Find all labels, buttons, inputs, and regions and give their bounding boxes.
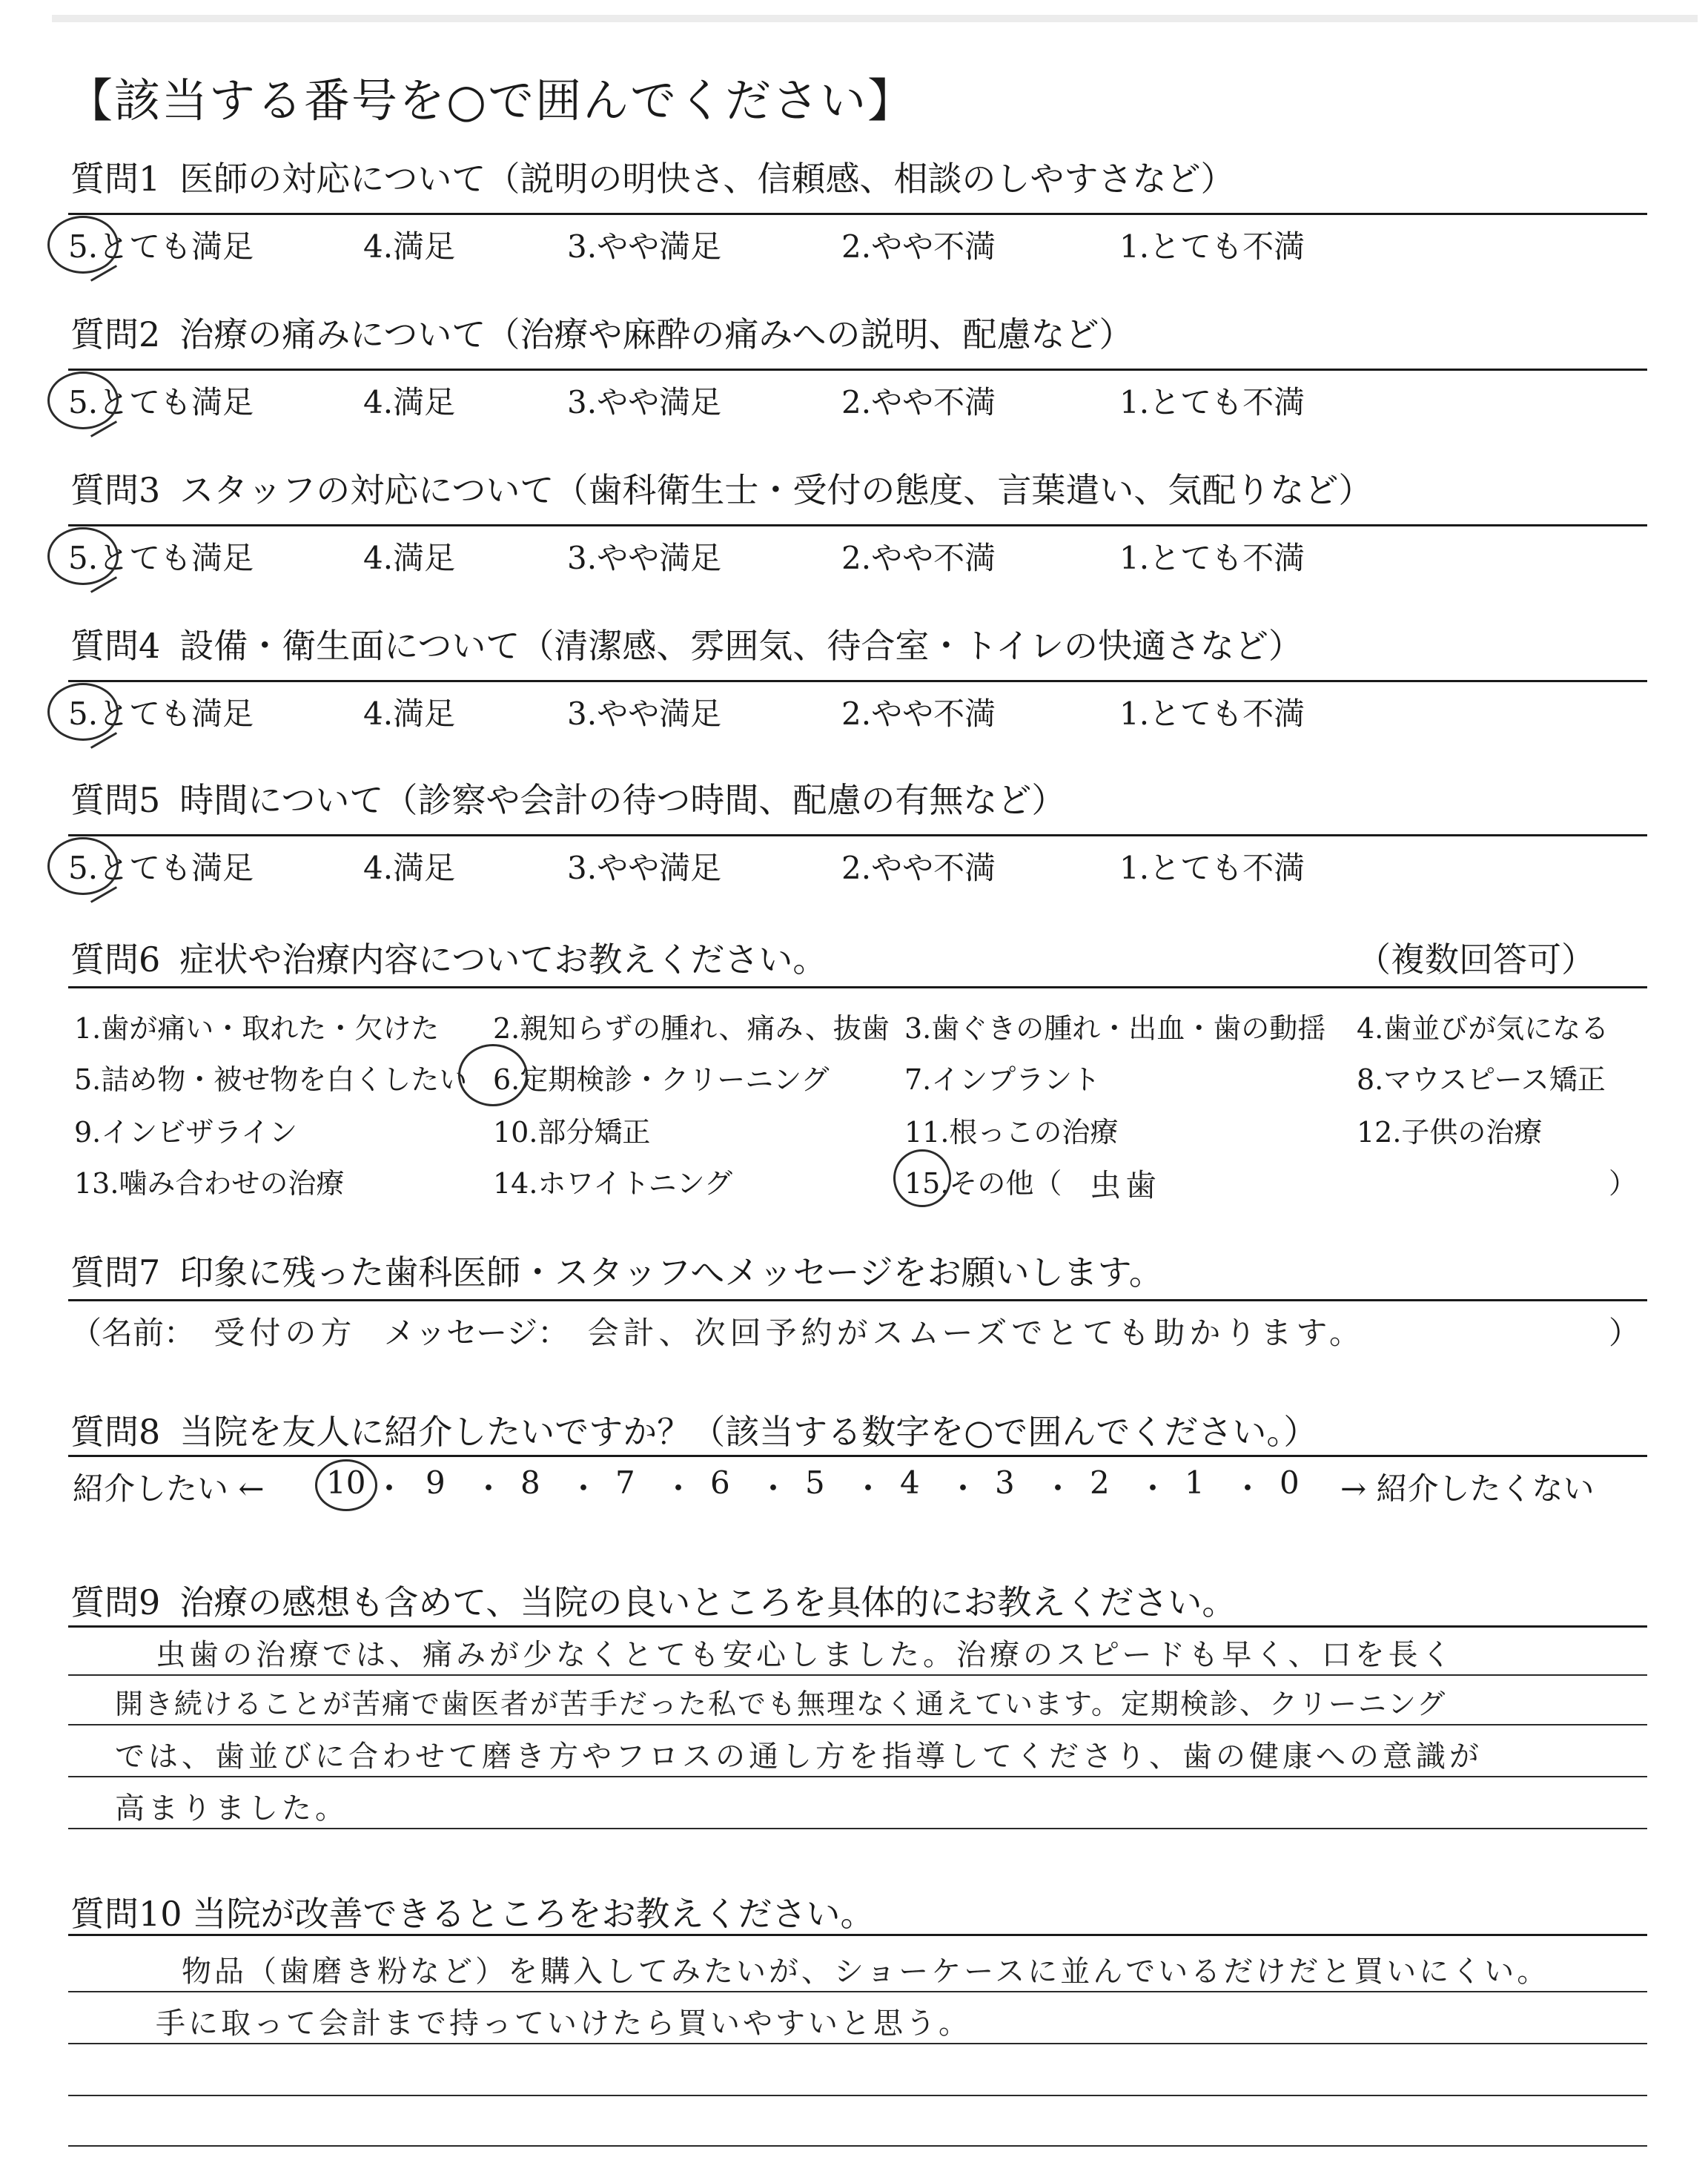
q2-text: 治療の痛みについて（治療や麻酔の痛みへの説明、配慮など） (179, 314, 1133, 354)
q4-option-4[interactable]: 4.満足 (363, 696, 456, 732)
q8-circle-10 (315, 1459, 377, 1511)
q6-label: 質問6 (70, 939, 161, 980)
q3-heading (70, 463, 1372, 512)
q10-text: 当院が改善できるところをお教えください。 (192, 1894, 875, 1934)
q6-option-4[interactable]: 4.歯並びが気になる (1357, 1012, 1609, 1045)
q8-text: 当院を友人に紹介したいですか？（該当する数字を○で囲んでください。） (179, 1412, 1318, 1452)
q3-option-5[interactable]: 5.とても満足 (68, 540, 254, 576)
q8-heading (70, 1405, 1317, 1454)
page-title: 【該当する番号を○で囲んでください】 (67, 73, 916, 128)
q8-scale-7[interactable]: 7 (615, 1464, 635, 1501)
q1-selection-circle (47, 216, 119, 274)
q1-rule (68, 213, 1647, 215)
q3-selection-circle (47, 527, 119, 585)
q9-line-4 (68, 1828, 1647, 1829)
q9-answer-line-1[interactable]: 虫歯の治療では、痛みが少なくとても安心しました。治療のスピードも早く、口を長く (156, 1638, 1455, 1672)
q2-option-5[interactable]: 5.とても満足 (68, 384, 254, 420)
q6-option-10[interactable]: 10.部分矯正 (493, 1116, 651, 1149)
q7-heading (70, 1246, 1163, 1295)
q10-rule (68, 1934, 1647, 1936)
q2-heading (70, 308, 1133, 357)
q5-heading (70, 773, 1065, 822)
q4-option-1[interactable]: 1.とても不満 (1119, 696, 1305, 732)
q7-message-label: メッセージ： (383, 1315, 569, 1351)
q5-option-1[interactable]: 1.とても不満 (1119, 850, 1305, 886)
q6-option-9[interactable]: 9.インビザライン (74, 1116, 298, 1149)
q6-option-6[interactable]: 6.定期検診・クリーニング (493, 1063, 830, 1096)
q6-note: （複数回答可） (1357, 939, 1595, 980)
q8-scale-8[interactable]: 8 (520, 1464, 540, 1501)
q10-line-4 (68, 2145, 1647, 2147)
q6-other-value[interactable]: 虫歯 (1090, 1167, 1162, 1203)
q5-rule (68, 834, 1647, 836)
q10-answer-line-2[interactable]: 手に取って会計まで持っていけたら買いやすいと思う。 (156, 2007, 971, 2041)
q1-heading (70, 152, 1235, 201)
q9-answer-line-3[interactable]: では、歯並びに合わせて磨き方やフロスの通し方を指導してくださり、歯の健康への意識が (115, 1740, 1483, 1774)
q6-option-12[interactable]: 12.子供の治療 (1357, 1116, 1543, 1149)
q3-option-2[interactable]: 2.やや不満 (841, 540, 996, 576)
q6-option-8[interactable]: 8.マウスピース矯正 (1357, 1063, 1606, 1096)
q1-option-1[interactable]: 1.とても不満 (1119, 228, 1305, 265)
q3-text: スタッフの対応について（歯科衛生士・受付の態度、言葉遣い、気配りなど） (179, 470, 1373, 510)
q7-close: ） (1609, 1315, 1641, 1351)
q3-option-4[interactable]: 4.満足 (363, 540, 456, 576)
q6-option-11[interactable]: 11.根っこの治療 (904, 1116, 1119, 1149)
q10-label: 質問10 (70, 1894, 182, 1934)
q1-option-5[interactable]: 5.とても満足 (68, 228, 254, 265)
q3-label: 質問3 (70, 470, 161, 510)
q8-scale-3[interactable]: 3 (995, 1464, 1015, 1501)
q4-selection-circle (47, 683, 119, 741)
q6-circle-6 (458, 1044, 528, 1106)
q7-rule (68, 1299, 1647, 1301)
q8-separator: ・ (1232, 1470, 1264, 1507)
q9-line-3 (68, 1776, 1647, 1777)
q9-text: 治療の感想も含めて、当院の良いところを具体的にお教えください。 (179, 1582, 1237, 1622)
q8-separator: ・ (758, 1470, 790, 1507)
q10-answer-line-1[interactable]: 物品（歯磨き粉など）を購入してみたいが、ショーケースに並んでいるだけだと買いにくい。 (182, 1955, 1550, 1989)
q8-scale-1[interactable]: 1 (1185, 1464, 1205, 1501)
q8-label: 質問8 (70, 1412, 161, 1452)
q2-selection-circle (47, 371, 119, 429)
q10-line-3 (68, 2095, 1647, 2096)
q8-separator: ・ (1042, 1470, 1074, 1507)
q3-option-1[interactable]: 1.とても不満 (1119, 540, 1305, 576)
q2-option-1[interactable]: 1.とても不満 (1119, 384, 1305, 420)
q8-scale-5[interactable]: 5 (805, 1464, 825, 1501)
q4-option-5[interactable]: 5.とても満足 (68, 696, 254, 732)
q10-line-2 (68, 2043, 1647, 2044)
q9-rule (68, 1625, 1647, 1628)
q6-rule (68, 986, 1647, 988)
q8-separator: ・ (663, 1470, 695, 1507)
q6-option-16[interactable]: ） (1609, 1167, 1638, 1200)
q1-option-3[interactable]: 3.やや満足 (567, 228, 722, 265)
q8-separator: ・ (473, 1470, 505, 1507)
q8-scale-2[interactable]: 2 (1090, 1464, 1110, 1501)
q9-heading (70, 1576, 1236, 1625)
q4-text: 設備・衛生面について（清潔感、雰囲気、待合室・トイレの快適さなど） (179, 626, 1303, 666)
q2-rule (68, 369, 1647, 371)
q5-label: 質問5 (70, 780, 161, 820)
q8-rule (68, 1455, 1647, 1457)
q8-scale-4[interactable]: 4 (900, 1464, 920, 1501)
q5-selection-circle (47, 837, 119, 895)
q8-separator: ・ (1137, 1470, 1169, 1507)
q6-option-15[interactable]: 15.その他（ (904, 1167, 1062, 1200)
q6-heading (70, 933, 827, 982)
q2-option-3[interactable]: 3.やや満足 (567, 384, 722, 420)
q8-right-label: → 紹介したくない (1340, 1470, 1595, 1507)
q6-text: 症状や治療内容についてお教えください。 (179, 939, 827, 980)
q6-option-7[interactable]: 7.インプラント (904, 1063, 1101, 1096)
q7-label: 質問7 (70, 1252, 161, 1292)
q6-option-3[interactable]: 3.歯ぐきの腫れ・出血・歯の動揺 (904, 1012, 1326, 1045)
q8-separator: ・ (374, 1470, 406, 1507)
q6-option-1[interactable]: 1.歯が痛い・取れた・欠けた (74, 1012, 440, 1045)
q8-separator: ・ (947, 1470, 979, 1507)
q2-label: 質問2 (70, 314, 161, 354)
q6-circle-15 (893, 1149, 951, 1207)
q6-option-13[interactable]: 13.噛み合わせの治療 (74, 1167, 345, 1200)
q7-name-label: （名前： (70, 1315, 196, 1351)
q5-option-2[interactable]: 2.やや不満 (841, 850, 996, 886)
q7-text: 印象に残った歯科医師・スタッフへメッセージをお願いします。 (179, 1252, 1163, 1292)
q7-answer-line (70, 1309, 1365, 1353)
q9-line-2 (68, 1724, 1647, 1725)
q4-rule (68, 680, 1647, 682)
q9-answer-line-4[interactable]: 高まりました。 (115, 1791, 348, 1826)
q8-separator: ・ (853, 1470, 884, 1507)
q5-option-5[interactable]: 5.とても満足 (68, 850, 254, 886)
q9-answer-line-2[interactable]: 開き続けることが苦痛で歯医者が苦手だった私でも無理なく通えています。定期検診、クリーニング (115, 1688, 1447, 1720)
q8-scale-6[interactable]: 6 (710, 1464, 730, 1501)
q10-line-1 (68, 1991, 1647, 1992)
q6-option-2[interactable]: 2.親知らずの腫れ、痛み、抜歯 (493, 1012, 890, 1045)
q4-option-3[interactable]: 3.やや満足 (567, 696, 722, 732)
q1-option-2[interactable]: 2.やや不満 (841, 228, 996, 265)
q1-option-4[interactable]: 4.満足 (363, 228, 456, 265)
q2-option-4[interactable]: 4.満足 (363, 384, 456, 420)
q4-label: 質問4 (70, 626, 161, 666)
q4-option-2[interactable]: 2.やや不満 (841, 696, 996, 732)
q6-option-5[interactable]: 5.詰め物・被せ物を白くしたい (74, 1063, 468, 1096)
q3-option-3[interactable]: 3.やや満足 (567, 540, 722, 576)
q8-separator: ・ (568, 1470, 600, 1507)
q1-label: 質問1 (70, 159, 161, 199)
q8-scale-10[interactable]: 10 (326, 1464, 366, 1501)
q5-option-3[interactable]: 3.やや満足 (567, 850, 722, 886)
scan-edge (52, 15, 1698, 22)
q8-left-label: 紹介したい ← (73, 1470, 265, 1507)
q8-scale-9[interactable]: 9 (426, 1464, 446, 1501)
q4-heading (70, 619, 1302, 668)
q5-text: 時間について（診察や会計の待つ時間、配慮の有無など） (179, 780, 1066, 820)
q7-name-value[interactable]: 受付の方 (214, 1315, 357, 1351)
q3-rule (68, 524, 1647, 526)
q1-text: 医師の対応について（説明の明快さ、信頼感、相談のしやすさなど） (179, 159, 1235, 199)
q8-scale-0[interactable]: 0 (1280, 1464, 1300, 1501)
q7-message-value[interactable]: 会計、次回予約がスムーズでとても助かります。 (587, 1315, 1366, 1351)
q2-option-2[interactable]: 2.やや不満 (841, 384, 996, 420)
q5-option-4[interactable]: 4.満足 (363, 850, 456, 886)
q9-line-1 (68, 1674, 1647, 1676)
q9-label: 質問9 (70, 1582, 161, 1622)
q10-heading (70, 1887, 875, 1936)
q6-option-14[interactable]: 14.ホワイトニング (493, 1167, 733, 1200)
